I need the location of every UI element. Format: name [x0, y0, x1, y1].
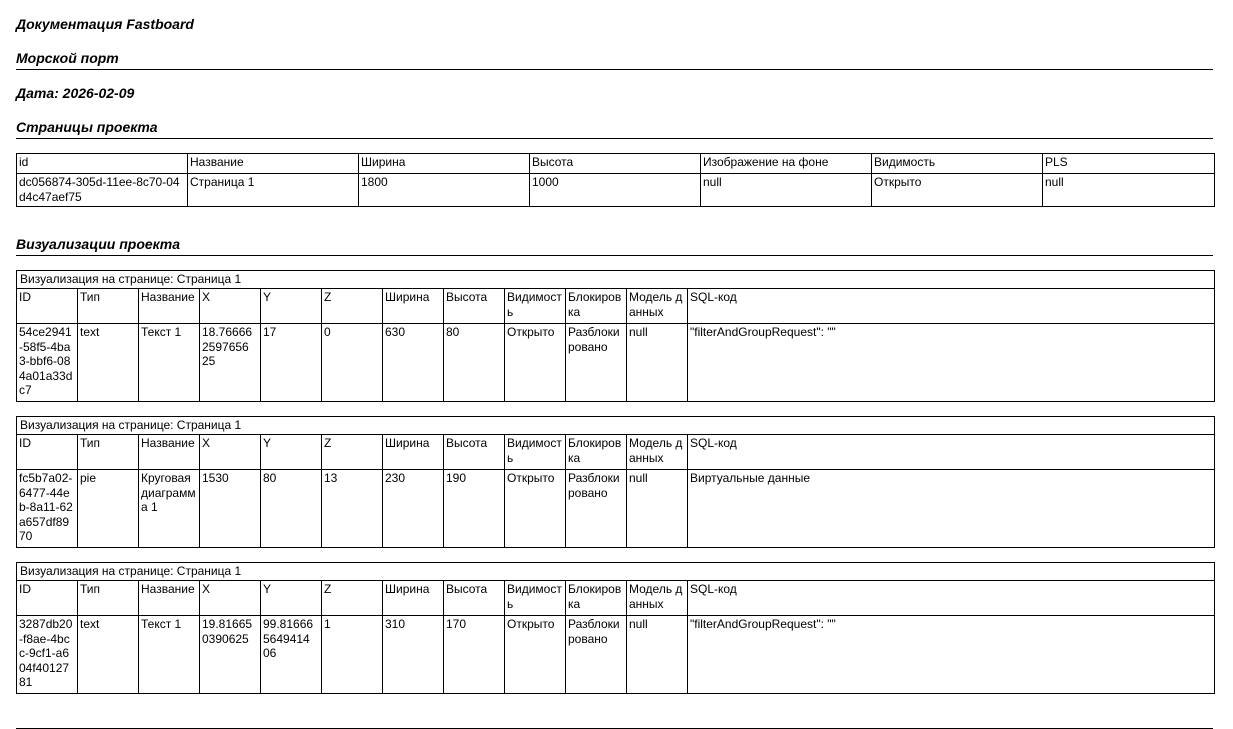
viz-col-width: Ширина	[383, 435, 444, 470]
viz-name: Текст 1	[139, 616, 200, 694]
pages-col-id: id	[17, 154, 188, 174]
viz-col-model: Модель данных	[627, 581, 688, 616]
viz-sql: Виртуальные данные	[688, 470, 1215, 548]
viz-model: null	[627, 616, 688, 694]
viz-width: 630	[383, 324, 444, 402]
pages-col-background: Изображение на фоне	[701, 154, 872, 174]
viz-table-header-row	[17, 581, 1215, 616]
viz-col-z: Z	[322, 289, 383, 324]
viz-col-visibility: Видимость	[505, 435, 566, 470]
viz-height: 190	[444, 470, 505, 548]
viz-sql: "filterAndGroupRequest": ""	[688, 616, 1215, 694]
viz-lock: Разблокировано	[566, 470, 627, 548]
viz-col-y: Y	[261, 581, 322, 616]
pages-col-height: Высота	[530, 154, 701, 174]
doc-title: Документация Fastboard	[16, 16, 194, 32]
viz-col-id: ID	[17, 289, 78, 324]
viz-height: 170	[444, 616, 505, 694]
viz-visibility: Открыто	[505, 616, 566, 694]
pages-table	[16, 153, 1215, 207]
page-pls: null	[1043, 174, 1215, 207]
page-background: null	[701, 174, 872, 207]
viz-col-lock: Блокировка	[566, 289, 627, 324]
viz-col-height: Высота	[444, 581, 505, 616]
viz-type: pie	[78, 470, 139, 548]
doc-date: Дата: 2026-02-09	[16, 85, 135, 101]
table-row	[17, 324, 1215, 402]
viz-col-type: Тип	[78, 581, 139, 616]
pages-table-header-row	[17, 154, 1215, 174]
viz-table-caption: Визуализация на странице: Страница 1	[17, 271, 1215, 289]
viz-col-model: Модель данных	[627, 289, 688, 324]
viz-col-name: Название	[139, 435, 200, 470]
viz-col-model: Модель данных	[627, 435, 688, 470]
table-row	[17, 174, 1215, 207]
viz-tables	[16, 270, 1213, 694]
viz-name: Текст 1	[139, 324, 200, 402]
viz-table-caption: Визуализация на странице: Страница 1	[17, 563, 1215, 581]
viz-width: 230	[383, 470, 444, 548]
viz-col-height: Высота	[444, 289, 505, 324]
viz-y: 17	[261, 324, 322, 402]
viz-visibility: Открыто	[505, 470, 566, 548]
viz-col-visibility: Видимость	[505, 289, 566, 324]
viz-z: 1	[322, 616, 383, 694]
viz-table-caption: Визуализация на странице: Страница 1	[17, 417, 1215, 435]
page-name: Страница 1	[188, 174, 359, 207]
viz-col-id: ID	[17, 435, 78, 470]
viz-col-id: ID	[17, 581, 78, 616]
viz-col-type: Тип	[78, 435, 139, 470]
viz-visibility: Открыто	[505, 324, 566, 402]
viz-table	[16, 416, 1215, 548]
viz-col-sql: SQL-код	[688, 581, 1215, 616]
viz-col-y: Y	[261, 435, 322, 470]
pages-heading: Страницы проекта	[16, 118, 1213, 139]
viz-col-x: X	[200, 435, 261, 470]
viz-x: 19.816650390625	[200, 616, 261, 694]
viz-id: 3287db20-f8ae-4bcc-9cf1-a604f4012781	[17, 616, 78, 694]
viz-col-name: Название	[139, 581, 200, 616]
viz-col-sql: SQL-код	[688, 289, 1215, 324]
viz-x: 1530	[200, 470, 261, 548]
viz-col-lock: Блокировка	[566, 581, 627, 616]
viz-model: null	[627, 470, 688, 548]
viz-col-y: Y	[261, 289, 322, 324]
viz-heading: Визуализации проекта	[16, 235, 1213, 256]
viz-model: null	[627, 324, 688, 402]
viz-name: Круговая диаграмма 1	[139, 470, 200, 548]
viz-col-width: Ширина	[383, 289, 444, 324]
page-width: 1800	[359, 174, 530, 207]
viz-id: 54ce2941-58f5-4ba3-bbf6-084a01a33dc7	[17, 324, 78, 402]
viz-col-lock: Блокировка	[566, 435, 627, 470]
pages-col-name: Название	[188, 154, 359, 174]
viz-type: text	[78, 616, 139, 694]
viz-y: 99.816665649414 06	[261, 616, 322, 694]
viz-col-width: Ширина	[383, 581, 444, 616]
viz-z: 13	[322, 470, 383, 548]
viz-col-type: Тип	[78, 289, 139, 324]
viz-col-z: Z	[322, 435, 383, 470]
viz-width: 310	[383, 616, 444, 694]
pages-col-width: Ширина	[359, 154, 530, 174]
table-row	[17, 470, 1215, 548]
project-name: Морской порт	[16, 49, 1213, 70]
viz-table-header-row	[17, 435, 1215, 470]
viz-table-header-row	[17, 289, 1215, 324]
viz-z: 0	[322, 324, 383, 402]
viz-height: 80	[444, 324, 505, 402]
viz-col-x: X	[200, 289, 261, 324]
viz-table	[16, 270, 1215, 402]
page-id: dc056874-305d-11ee-8c70-04d4c47aef75	[17, 174, 188, 207]
table-row	[17, 616, 1215, 694]
viz-x: 18.766662597656 25	[200, 324, 261, 402]
pages-col-visibility: Видимость	[872, 154, 1043, 174]
pages-col-pls: PLS	[1043, 154, 1215, 174]
viz-type: text	[78, 324, 139, 402]
viz-col-sql: SQL-код	[688, 435, 1215, 470]
viz-col-visibility: Видимость	[505, 581, 566, 616]
viz-lock: Разблокировано	[566, 324, 627, 402]
viz-col-x: X	[200, 581, 261, 616]
viz-sql: "filterAndGroupRequest": ""	[688, 324, 1215, 402]
viz-table	[16, 562, 1215, 694]
viz-col-z: Z	[322, 581, 383, 616]
viz-col-name: Название	[139, 289, 200, 324]
page-visibility: Открыто	[872, 174, 1043, 207]
viz-lock: Разблокировано	[566, 616, 627, 694]
viz-col-height: Высота	[444, 435, 505, 470]
viz-y: 80	[261, 470, 322, 548]
page-height: 1000	[530, 174, 701, 207]
viz-id: fc5b7a02-6477-44eb-8a11-62a657df8970	[17, 470, 78, 548]
